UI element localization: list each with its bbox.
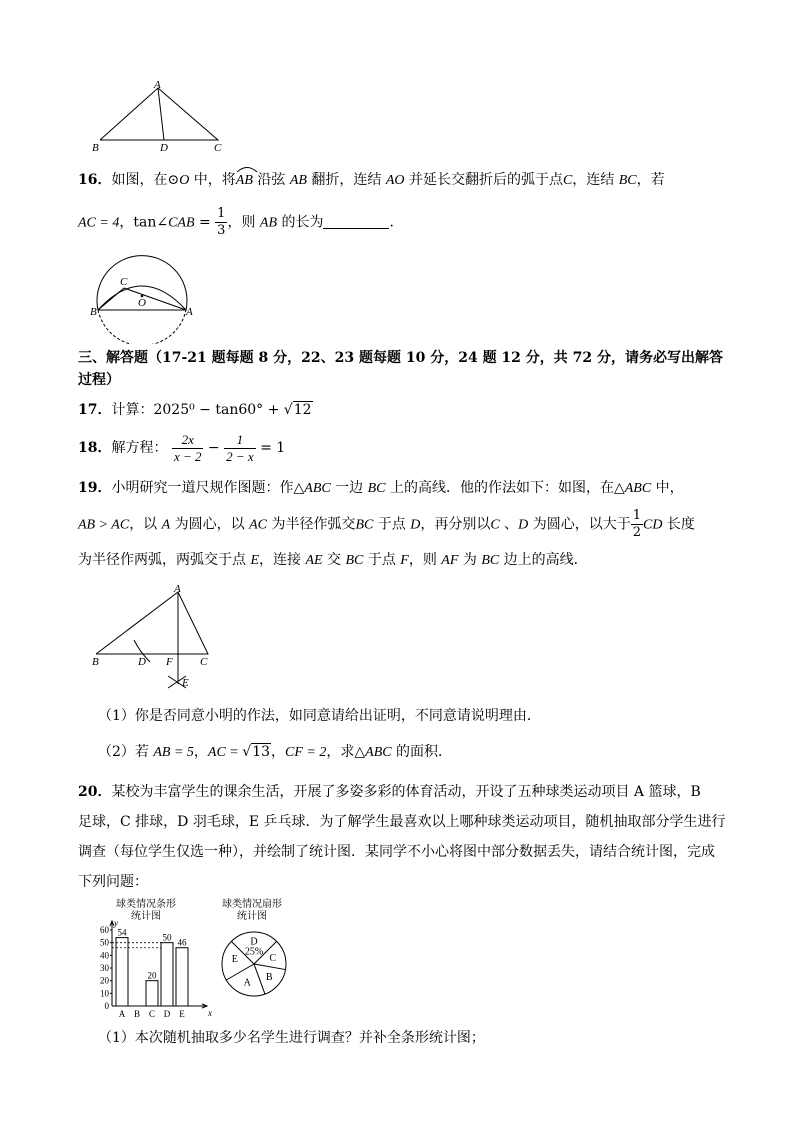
q19-text: ，连接 [259, 552, 306, 568]
q19-var: D [518, 517, 529, 533]
q19-text: 上的高线．他的作法如下：如图，在△ [385, 480, 625, 496]
q16-text: 翻折，连结 [306, 172, 386, 188]
q16-text: ，则 [227, 214, 260, 231]
q18-fraction-2: $\frac{1}{2 - x}$ [226, 431, 254, 464]
q19-var: ABC [624, 481, 652, 496]
pie-slice-label: C [269, 952, 277, 964]
bar-value-label: 20 [147, 970, 157, 981]
q19-radicand: 13 [252, 744, 271, 760]
x-tick-label: B [133, 1009, 141, 1019]
bar-chart-title: 球类情况条形 [116, 899, 176, 910]
sqrt-sign: √ [283, 402, 293, 418]
q19-half-fraction: $\frac{1}{2}$ [632, 508, 642, 540]
q19-text: 小明研究一道尺规作图题：作△ [111, 480, 305, 496]
q20-number: 20． [78, 784, 112, 800]
label-D: D [160, 142, 168, 152]
label-F: F [166, 656, 173, 668]
q16-text: 并延长交翻折后的弧于点 [404, 172, 563, 188]
q18-rhs: = 1 [255, 440, 286, 456]
x-tick-label: A [118, 1009, 126, 1019]
q20-sub1: （1）本次随机抽取多少名学生进行调查？并补全条形统计图； [98, 1030, 485, 1046]
section-heading: 三、解答题（17-21 题每题 8 分，22、23 题每题 10 分，24 题 12 分，共 72 分，请务必写出解答 [78, 350, 724, 366]
q19-text: ，则 [408, 552, 442, 568]
q19-text: 中， [651, 480, 684, 496]
q17-expression: 2025⁰ − tan60° + [153, 402, 284, 418]
q16-answer-blank [323, 214, 389, 229]
q19-var: AC [249, 517, 267, 533]
q16-fraction: $\frac{1}{3}$ [217, 206, 226, 238]
q19-text: 交 [322, 552, 346, 568]
y-tick-label: 20 [100, 975, 109, 986]
pie-slice-label: B [265, 971, 273, 983]
q20-line3: 调查（每位学生仅选一种），并绘制了统计图．某同学不小心将图中部分数据丢失，请结合统计图，完成 [78, 844, 715, 860]
q19-text: 为半径作两弧，两弧交于点 [78, 552, 251, 568]
q18-operator: − [203, 440, 225, 456]
q19-construction-figure [88, 584, 228, 694]
bar [161, 943, 173, 1006]
q16-var: CAB [168, 215, 195, 231]
pie-slice-label: A [243, 977, 251, 989]
q19-text: 为圆心，以大于 [528, 516, 631, 533]
q18 [78, 428, 285, 468]
q19-text: 为圆心，以 [170, 516, 250, 533]
bar-value-label: 46 [177, 937, 187, 948]
q19-text: 边上的高线． [499, 552, 588, 568]
y-axis-label: y [114, 918, 118, 928]
q19-var: BC [367, 481, 386, 496]
q19-text: 长度 [662, 516, 695, 533]
x-tick-label: C [148, 1009, 156, 1019]
q19-text: 为半径作弧交 [267, 516, 356, 533]
q18-text: 解方程： [111, 440, 168, 456]
label-E: E [182, 677, 189, 689]
bar-value-label: 50 [162, 932, 172, 943]
q19-var: AF [441, 553, 459, 568]
q19-var: BC [481, 553, 500, 568]
q19-condition: AB > AC [78, 517, 130, 533]
q19-text: 一边 [330, 480, 368, 496]
x-tick-label: D [163, 1009, 171, 1019]
q16-var: BC [618, 173, 637, 188]
q20-text: 某校为丰富学生的课余生活，开展了多姿多彩的体育活动，开设了五种球类运动项目 A 篮球，B [111, 784, 701, 800]
q19-var: D [410, 517, 421, 533]
q17-number: 17． [78, 402, 112, 418]
q19-var: CD [643, 517, 663, 533]
q19-condition: AC = [207, 745, 243, 760]
triangle-figure-top [88, 80, 228, 152]
label-O: O [138, 297, 146, 309]
label-D: D [138, 656, 146, 668]
q18-fraction-1: $\frac{2x}{x - 2}$ [173, 431, 202, 464]
label-A: A [154, 80, 161, 91]
q16-number: 16． [78, 172, 112, 188]
q19-text: 、 [499, 516, 519, 533]
section-heading-cont: 过程） [78, 372, 120, 388]
q19-line2 [78, 508, 695, 542]
bar-value-label: 54 [117, 927, 127, 938]
q19-text: 的面积． [391, 744, 453, 760]
y-tick-label: 0 [104, 1001, 109, 1011]
q16-condition: AC = 4 [78, 215, 120, 231]
q16-line2 [78, 206, 403, 239]
q16-text: ，tan∠ [119, 214, 169, 231]
q19-text: ， [193, 744, 208, 760]
q19-line1 [78, 478, 684, 499]
q19-line3 [78, 550, 588, 571]
label-C: C [200, 656, 208, 668]
q16-text: ，若 [636, 172, 665, 188]
q16-circle-figure [88, 252, 198, 344]
q19-var: AE [305, 553, 323, 568]
pie-chart-title: 球类情况扇形 [222, 899, 282, 910]
q16-text: ． [389, 214, 404, 231]
q19-var: ABC [304, 481, 331, 496]
q19-text: 于点 [363, 552, 401, 568]
q19-var: F [400, 553, 409, 568]
label-C: C [214, 142, 222, 152]
pie-chart [212, 896, 298, 1002]
q19-text: ，以 [129, 516, 162, 533]
q16-text: ，连结 [572, 172, 619, 188]
pie-slice-label: E [231, 953, 238, 965]
y-tick-label: 30 [100, 963, 109, 973]
label-B: B [92, 656, 99, 668]
q19-var: BC [355, 517, 374, 533]
q17 [78, 400, 313, 420]
q17-radicand: 12 [293, 402, 312, 418]
label-B: B [92, 142, 99, 152]
q19-number: 19． [78, 480, 112, 496]
pie-percent-label: 25% [244, 946, 264, 958]
q19-text: 于点 [373, 516, 411, 533]
y-tick-label: 60 [100, 925, 109, 935]
q19-var: E [250, 553, 260, 568]
label-C: C [120, 276, 128, 288]
q16-var: AB [289, 173, 307, 188]
x-tick-label: E [179, 1009, 185, 1019]
q19-condition: AB = 5 [153, 745, 194, 760]
label-A: A [186, 306, 193, 318]
q19-text: ， [271, 744, 286, 760]
q19-sub2 [98, 742, 452, 763]
q20-line4: 下列问题： [78, 874, 148, 890]
q17-text: 计算： [111, 402, 154, 418]
bar-chart [86, 896, 212, 1020]
q16-var: C [562, 173, 573, 188]
q20-line2: 足球，C 排球，D 羽毛球，E 乒乓球．为了解学生最喜欢以上哪种球类运动项目，随机抽取部分学生进行 [78, 814, 726, 830]
x-axis-label: x [208, 1008, 212, 1018]
q18-number: 18． [78, 440, 112, 456]
sqrt-sign: √ [242, 744, 252, 760]
q16-var: AO [385, 173, 405, 188]
q19-var: BC [345, 553, 364, 568]
q19-var: A [161, 517, 171, 533]
q16-line1 [78, 170, 665, 191]
bar [146, 981, 158, 1006]
q16-var: AB [259, 215, 278, 231]
q19-condition: CF = 2 [285, 745, 327, 760]
q19-text: （2）若 [98, 744, 154, 760]
bar [176, 948, 188, 1006]
q19-var: ABC [365, 745, 392, 760]
q16-text: = [194, 214, 216, 231]
q16-arc-AB: AB [236, 171, 253, 191]
q16-text: 中，将 [189, 172, 236, 188]
y-tick-label: 10 [100, 988, 109, 999]
y-tick-label: 50 [100, 937, 109, 948]
q19-text: ，再分别以 [420, 516, 491, 533]
pie-chart-title-line2: 统计图 [237, 911, 267, 922]
label-B: B [90, 306, 97, 318]
q16-text: 如图，在⊙ [111, 172, 180, 188]
q20-line1 [78, 782, 701, 802]
q16-text: 沿弦 [252, 172, 290, 188]
q16-var: O [179, 173, 190, 188]
q16-text: 的长为 [277, 214, 324, 231]
q19-text: 为 [458, 552, 482, 568]
q19-var: C [490, 517, 500, 533]
q19-text: ，求△ [326, 744, 366, 760]
label-A: A [174, 584, 181, 595]
pie-slice-label: D [250, 936, 258, 948]
y-tick-label: 40 [100, 950, 109, 961]
q19-sub1: （1）你是否同意小明的作法，如同意请给出证明，不同意请说明理由． [98, 708, 541, 724]
bar-chart-title-line2: 统计图 [131, 911, 161, 922]
